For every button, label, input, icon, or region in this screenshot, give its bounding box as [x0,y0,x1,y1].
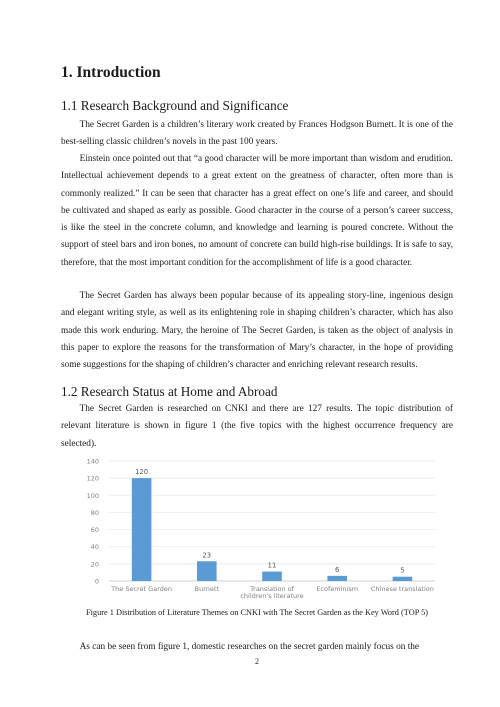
bar-3 [327,576,347,581]
paragraph-cnki-results: The Secret Garden is researched on CNKI and there are 127 results. The topic distribution of relevant literature is shown in figure 1 (the five topics with the highest occurrence frequency are selected). [61,404,453,449]
bar-1 [197,561,217,581]
bar-4 [393,577,413,581]
x-tick-label-line: Translation of [250,585,294,593]
data-label-2: 11 [267,561,277,570]
x-tick-label-line: children's literature [240,592,304,601]
y-tick-label-80: 80 [90,508,99,517]
paragraph-einstein-quote: Einstein once pointed out that “a good character will be more important than wisdom and erudition. Intellectual achievement depends to a great extent on the greatness of character, often more than is commonly realized.” It can be seen that character has a great effect on one’s life and career, and should be cultivated and shaped as early as possible. Good character in the course of a person’s career success, is like the steel in the concrete column, and knowledge and learning is poured concrete. Without the support of steel bars and iron bones, no amount of concrete can build high-rise buildings. It is safe to say, therefore, that the most important condition for the accomplishment of life is a good character. [61,154,453,268]
y-tick-label-60: 60 [90,526,99,535]
x-tick-label-line: Chinese translation [370,585,434,593]
data-label-3: 6 [335,565,340,574]
paragraph-continuation: As can be seen from figure 1, domestic researches on the secret garden mainly focus on the [79,642,420,652]
bar-0 [132,478,152,581]
bar-2 [262,572,282,581]
y-tick-label-140: 140 [86,457,99,466]
y-tick-label-100: 100 [86,491,99,500]
figure-caption: Figure 1 Distribution of Literature Themes on CNKI with The Secret Garden as the Key Word (TOP 5) [86,608,428,617]
x-tick-label-0 [110,585,172,593]
x-tick-label-line: Burnett [194,585,219,593]
x-tick-label-4 [371,585,434,593]
x-tick-label-1 [195,585,220,593]
y-tick-label-0: 0 [94,577,99,586]
x-tick-label-3 [316,585,358,593]
page-number: 2 [255,657,259,666]
y-tick-label-20: 20 [90,560,99,569]
bar-chart-svg [73,451,453,603]
data-label-4: 5 [400,566,405,575]
section-heading: 1. Introduction [61,64,161,81]
x-tick-label-2 [240,585,303,600]
topic-distribution-chart [73,451,453,603]
paragraph-intro-novel: The Secret Garden is a children’s literary work created by Frances Hodgson Burnett. It is one of the best-selling classic children’s novels in the past 100 years. [61,120,453,148]
y-tick-label-40: 40 [90,543,99,552]
document-page [61,0,453,707]
subsection-heading-research-status: 1.2 Research Status at Home and Abroad [61,384,278,399]
data-label-0: 120 [135,468,149,477]
y-tick-label-120: 120 [86,474,99,483]
x-tick-label-line: The Secret Garden [111,585,173,593]
x-tick-label-line: Ecofeminism [316,585,359,593]
data-label-1: 23 [202,551,212,560]
paragraph-popularity: The Secret Garden has always been popular because of its appealing story-line, ingenious design and elegant writing style, as well as its enlightening role in shaping children’s character, which has also made this work enduring. Mary, the heroine of The Secret Garden, is taken as the object of analysis in this paper to explore the reasons for the transformation of Mary’s character, in the hope of providing some suggestions for the shaping of children’s character and enriching relevant research results. [61,291,453,371]
subsection-heading-background: 1.1 Research Background and Significance [61,98,289,113]
